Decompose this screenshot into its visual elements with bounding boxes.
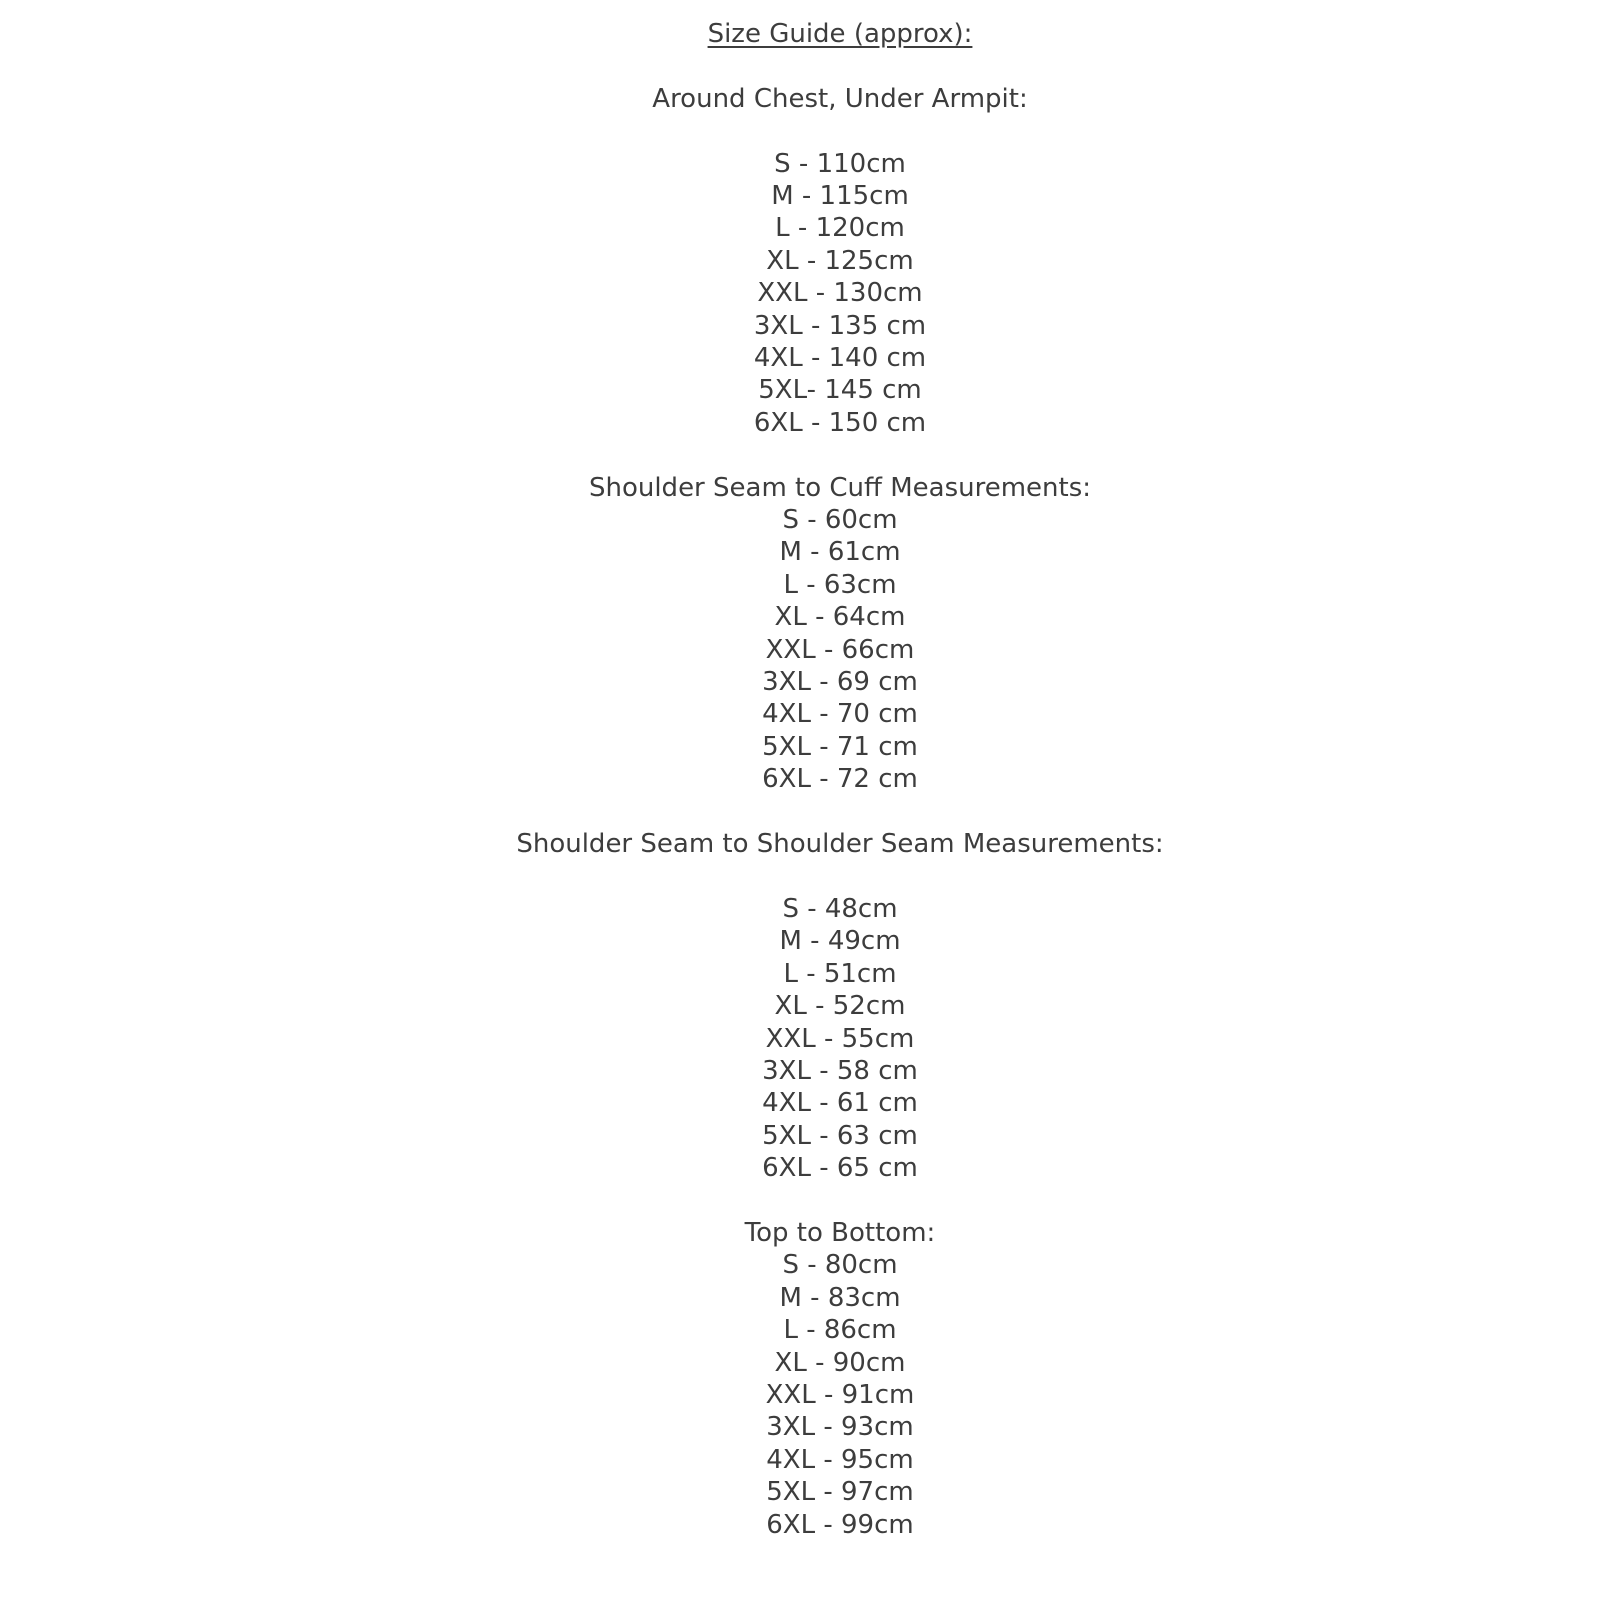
- size-line: 4XL - 95cm: [766, 1444, 914, 1475]
- size-line: XXL - 55cm: [765, 1023, 915, 1054]
- size-line: XXL - 130cm: [757, 278, 923, 309]
- section-heading-cuff: Shoulder Seam to Cuff Measurements:: [588, 472, 1092, 503]
- size-line: XL - 52cm: [774, 991, 906, 1022]
- size-line: M - 61cm: [779, 537, 901, 568]
- size-line: 5XL - 97cm: [766, 1477, 914, 1508]
- section-heading-length: Top to Bottom:: [744, 1217, 936, 1248]
- size-line: 6XL - 150 cm: [753, 407, 927, 438]
- size-line: 3XL - 135 cm: [753, 310, 927, 341]
- section-heading-chest: Around Chest, Under Armpit:: [652, 83, 1028, 114]
- size-line: S - 110cm: [774, 148, 906, 179]
- size-line: 5XL - 71 cm: [762, 731, 918, 762]
- size-line: 5XL - 63 cm: [762, 1120, 918, 1151]
- size-line: S - 80cm: [782, 1250, 898, 1281]
- size-line: 4XL - 70 cm: [762, 699, 918, 730]
- size-line: S - 60cm: [782, 505, 898, 536]
- size-line: L - 63cm: [783, 569, 897, 600]
- size-line: L - 51cm: [783, 958, 897, 989]
- size-line: 6XL - 99cm: [766, 1509, 914, 1540]
- size-line: 4XL - 61 cm: [762, 1088, 918, 1119]
- size-line: 3XL - 69 cm: [762, 667, 918, 698]
- size-line: XXL - 91cm: [765, 1379, 915, 1410]
- size-line: L - 86cm: [783, 1315, 897, 1346]
- size-line: XL - 90cm: [774, 1347, 906, 1378]
- size-line: M - 83cm: [779, 1282, 901, 1313]
- size-line: S - 48cm: [782, 893, 898, 924]
- size-line: L - 120cm: [775, 213, 905, 244]
- size-guide-document: [80, 0, 1600, 1541]
- size-line: 5XL- 145 cm: [758, 375, 922, 406]
- size-line: M - 115cm: [771, 181, 909, 211]
- size-line: XXL - 66cm: [765, 634, 915, 665]
- size-line: 6XL - 72 cm: [762, 764, 918, 795]
- page-title: Size Guide (approx):: [707, 19, 973, 49]
- size-line: 6XL - 65 cm: [762, 1153, 918, 1184]
- section-heading-shoulder: Shoulder Seam to Shoulder Seam Measurements:: [516, 829, 1164, 860]
- size-line: XL - 64cm: [774, 602, 906, 633]
- size-line: 4XL - 140 cm: [753, 343, 927, 374]
- size-line: 3XL - 58 cm: [762, 1055, 918, 1086]
- size-line: M - 49cm: [779, 926, 901, 957]
- size-line: XL - 125cm: [766, 245, 914, 276]
- size-line: 3XL - 93cm: [766, 1412, 914, 1443]
